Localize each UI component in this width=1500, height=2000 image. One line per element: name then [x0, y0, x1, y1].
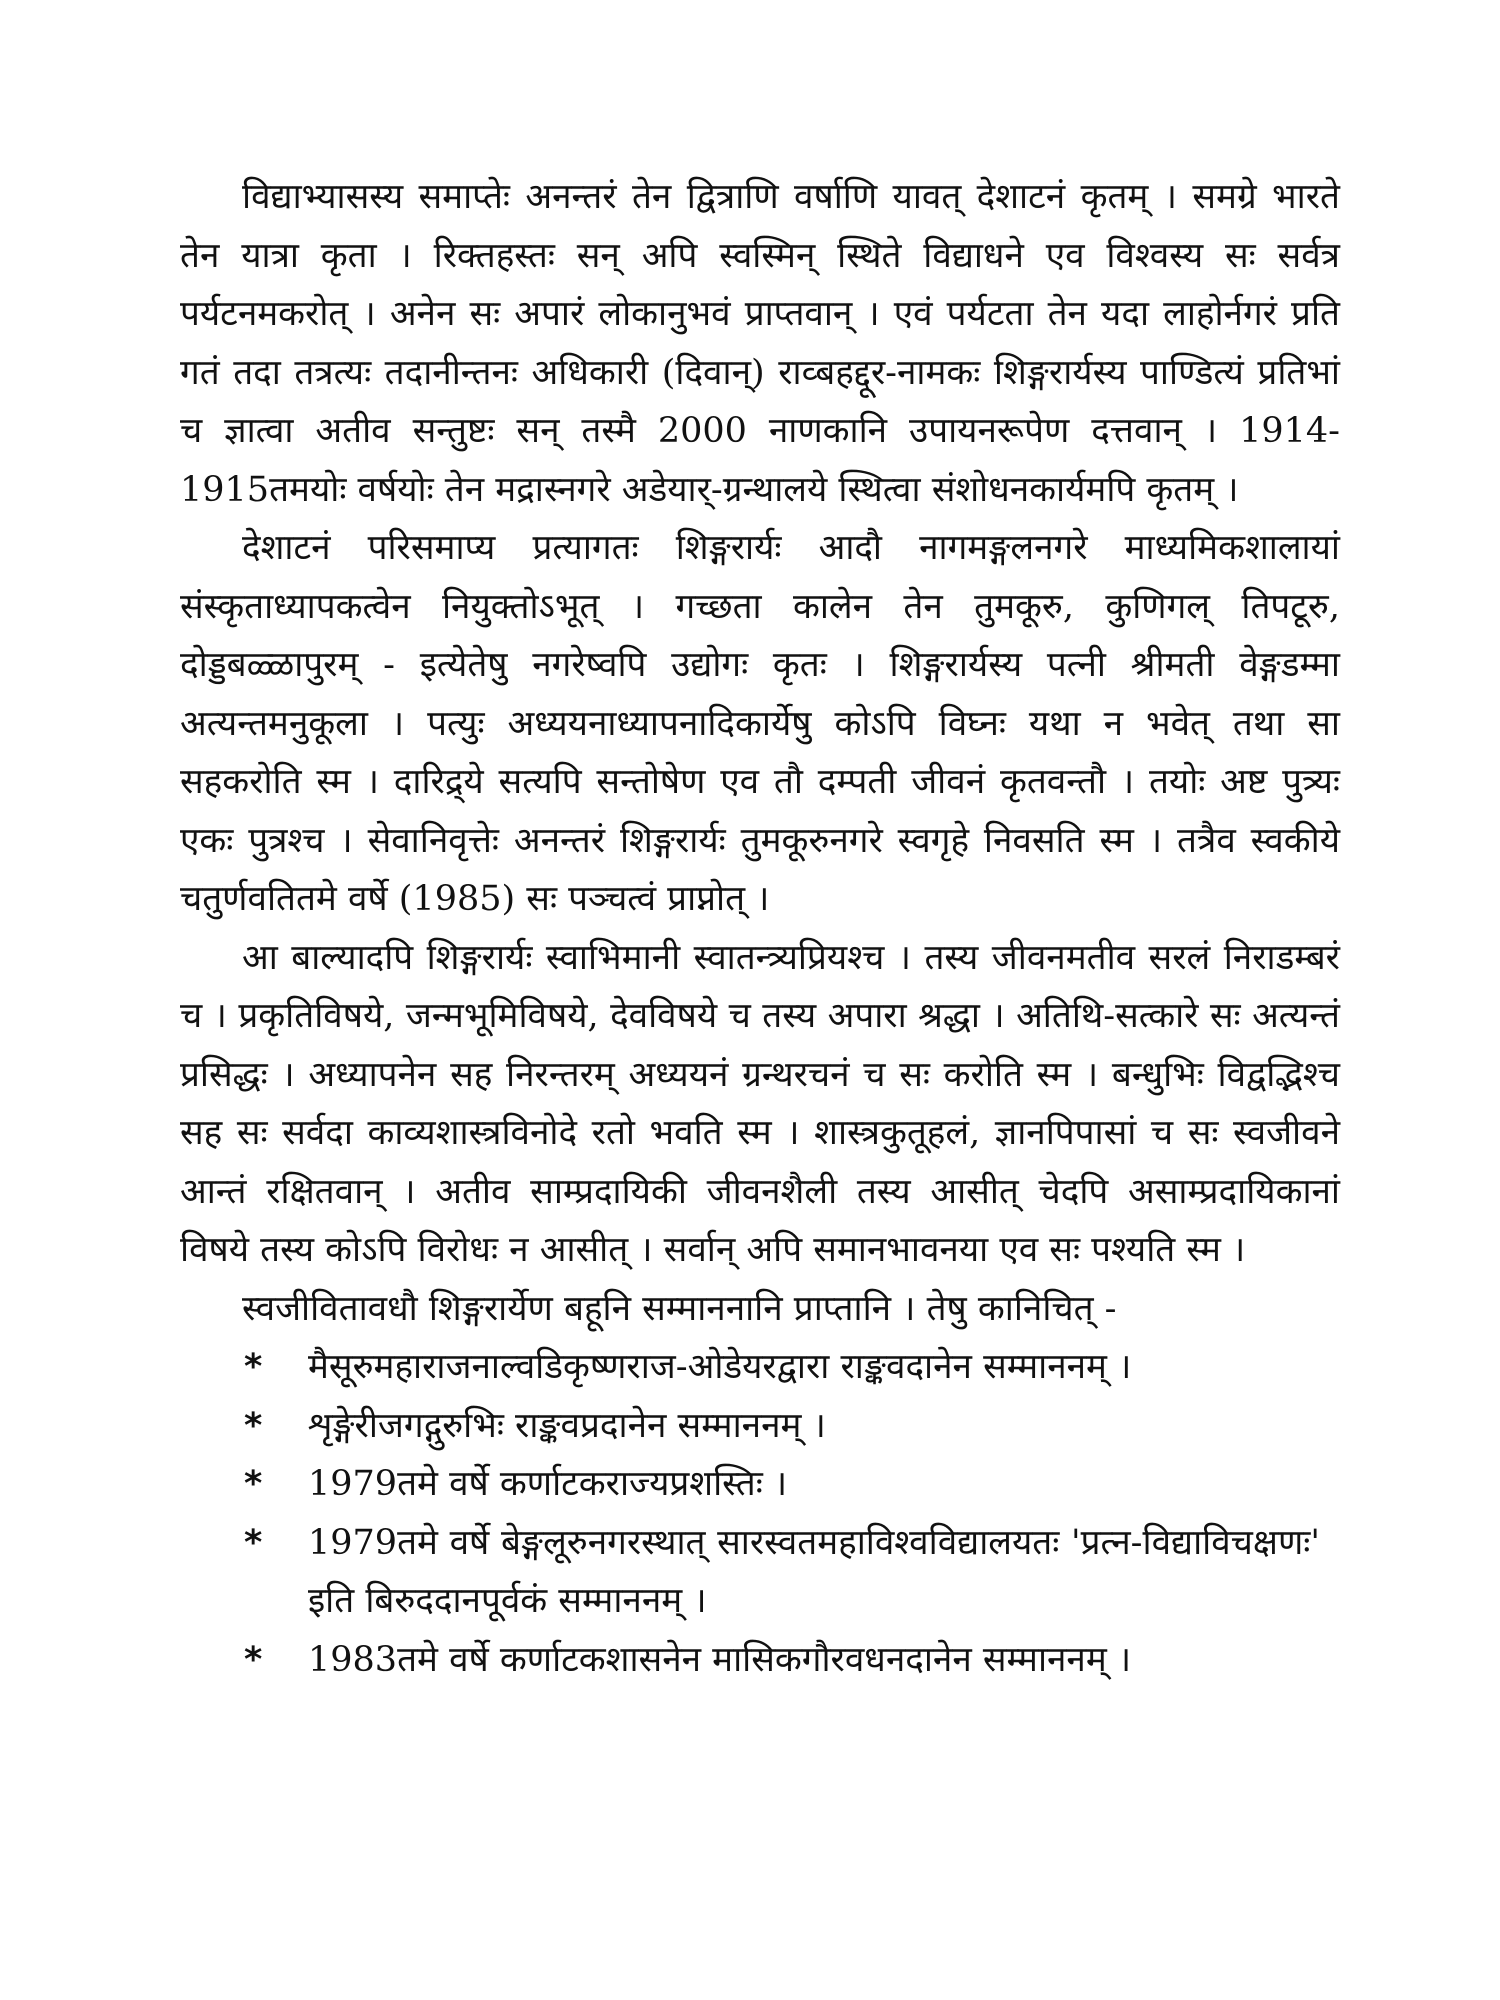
honour-text: शृङ्गेरीजगद्गुरुभिः राङ्कवप्रदानेन सम्माननम् ।: [308, 1405, 826, 1446]
honour-item: [180, 1338, 1340, 1397]
honour-text: 1979तमे वर्षे बेङ्गलूरुनगरस्थात् सारस्वतमहाविश्वविद्यालयतः 'प्रत्न-विद्याविचक्षणः' इति बिरुददानपूर्वकं सम्माननम् ।: [308, 1522, 1320, 1621]
honour-item: [180, 1455, 1340, 1514]
bullet-asterisk: *: [244, 1405, 263, 1446]
honour-text: 1979तमे वर्षे कर्णाटकराज्यप्रशस्तिः ।: [308, 1464, 788, 1504]
page-body: [180, 168, 1340, 1689]
bullet-asterisk: *: [244, 1347, 263, 1387]
bullet-asterisk: *: [244, 1639, 263, 1680]
bullet-asterisk: *: [244, 1464, 263, 1504]
honour-item: [180, 1631, 1340, 1690]
paragraph-travels: विद्याभ्यासस्य समाप्तेः अनन्तरं तेन द्वित्राणि वर्षाणि यावत् देशाटनं कृतम् । समग्रे भारते तेन यात्रा कृता । रिक्तहस्तः सन् अपि स्वस्मिन् स्थिते विद्याधने एव विश्वस्य सः सर्वत्र पर्यटनमकरोत् । अनेन सः अपारं लोकानुभवं प्राप्तवान् । एवं पर्यटता तेन यदा लाहोर्नगरं प्रति गतं तदा तत्रत्यः तदानीन्तनः अधिकारी (दिवान्) राव्बहद्दूर-नामकः शिङ्गरार्यस्य पाण्डित्यं प्रतिभां च ज्ञात्वा अतीव सन्तुष्टः सन् तस्मै 2000 नाणकानि उपायनरूपेण दत्तवान् । 1914-1915तमयोः वर्षयोः तेन मद्रास्नगरे अडेयार्-ग्रन्थालये स्थित्वा संशोधनकार्यमपि कृतम् ।: [180, 177, 1340, 510]
honour-item: [180, 1397, 1340, 1456]
bullet-asterisk: *: [244, 1522, 263, 1563]
honours-list: [180, 1338, 1340, 1689]
honour-item: [180, 1514, 1340, 1631]
honour-text: 1983तमे वर्षे कर्णाटकशासनेन मासिकगौरवधनदानेन सम्माननम् ।: [308, 1639, 1132, 1680]
honour-text: मैसूरुमहाराजनाल्वडिकृष्णराज-ओडेयरद्वारा राङ्कवदानेन सम्माननम् ।: [308, 1347, 1132, 1387]
paragraph-character: आ बाल्यादपि शिङ्गरार्यः स्वाभिमानी स्वातन्त्र्यप्रियश्च । तस्य जीवनमतीव सरलं निराडम्बरं च । प्रकृतिविषये, जन्मभूमिविषये, देवविषये च तस्य अपारा श्रद्धा । अतिथि-सत्कारे सः अत्यन्तं प्रसिद्धः । अध्यापनेन सह निरन्तरम् अध्ययनं ग्रन्थरचनं च सः करोति स्म । बन्धुभिः विद्वद्भिश्च सह सः सर्वदा काव्यशास्त्रविनोदे रतो भवति स्म । शास्त्रकुतूहलं, ज्ञानपिपासां च सः स्वजीवने आन्तं रक्षितवान् । अतीव साम्प्रदायिकी जीवनशैली तस्य आसीत् चेदपि असाम्प्रदायिकानां विषये तस्य कोऽपि विरोधः न आसीत् । सर्वान् अपि समानभावनया एव सः पश्यति स्म ।: [180, 937, 1340, 1270]
honours-intro: स्वजीवितावधौ शिङ्गरार्येण बहूनि सम्माननानि प्राप्तानि । तेषु कानिचित् -: [242, 1288, 1117, 1329]
paragraph-career: देशाटनं परिसमाप्य प्रत्यागतः शिङ्गरार्यः आदौ नागमङ्गलनगरे माध्यमिकशालायां संस्कृताध्यापकत्वेन नियुक्तोऽभूत् । गच्छता कालेन तेन तुमकूरु, कुणिगल् तिपटूरु, दोड्डबळ्ळापुरम् - इत्येतेषु नगरेष्वपि उद्योगः कृतः । शिङ्गरार्यस्य पत्नी श्रीमती वेङ्गडम्मा अत्यन्तमनुकूला । पत्युः अध्ययनाध्यापनादिकार्येषु कोऽपि विघ्नः यथा न भवेत् तथा सा सहकरोति स्म । दारिद्र्ये सत्यपि सन्तोषेण एव तौ दम्पती जीवनं कृतवन्तौ । तयोः अष्ट पुत्र्यः एकः पुत्रश्च । सेवानिवृत्तेः अनन्तरं शिङ्गरार्यः तुमकूरुनगरे स्वगृहे निवसति स्म । तत्रैव स्वकीये चतुर्णवतितमे वर्षे (1985) सः पञ्चत्वं प्राप्नोत् ।: [180, 528, 1340, 919]
